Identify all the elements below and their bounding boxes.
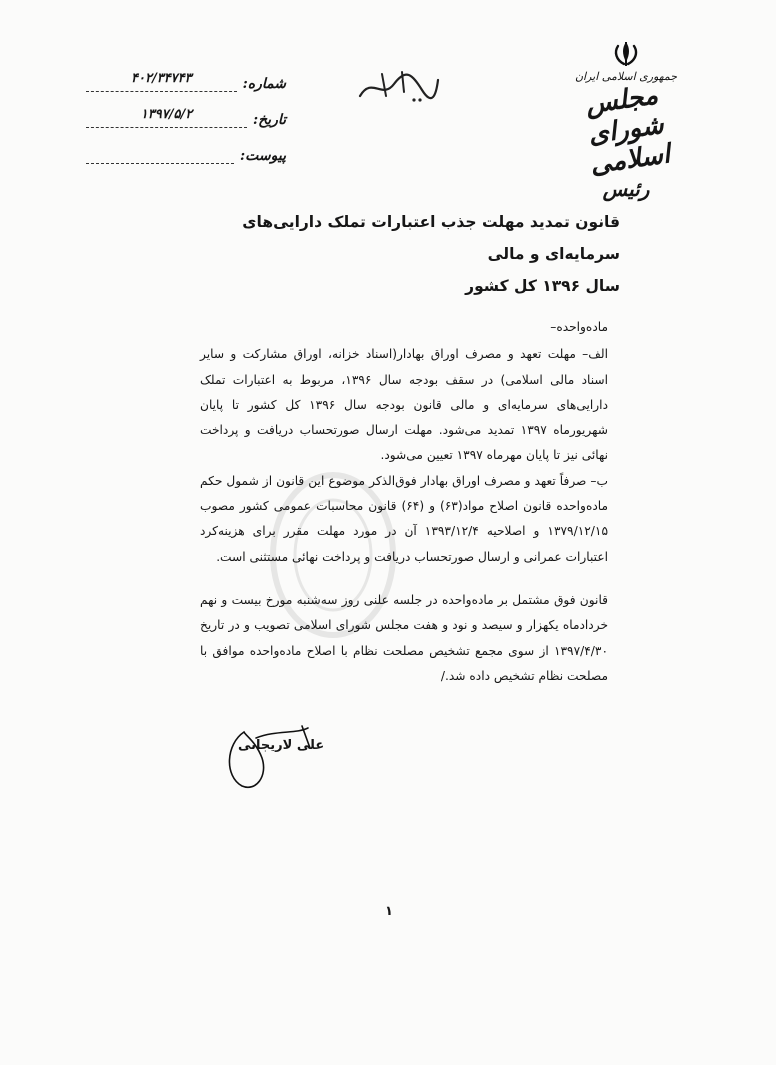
organization-role: رئیس: [602, 177, 650, 201]
republic-name: جمهوری اسلامی ایران: [574, 70, 678, 83]
clause-a: الف– مهلت تعهد و مصرف اوراق بهادار(اسناد خزانه، اوراق مشارکت و سایر اسناد مالی اسلامی) در سقف بودجه سال ۱۳۹۶، مربوط به اعتبارات تملک دارایی‌های سرمایه‌ای و مالی قانون بودجه سال ۱۳۹۶ کل کشور تا پایان شهریورماه ۱۳۹۷ تمدید می‌شود. مهلت ارسال صورتحساب دریافت و پرداخت نهائی نیز تا پایان مهرماه ۱۳۹۷ تعیین می‌شود.: [200, 347, 608, 463]
title-line-1: قانون تمدید مهلت جذب اعتبارات تملک دارایی‌های سرمایه‌ای و مالی: [242, 213, 620, 263]
organization-header: [556, 40, 696, 201]
signer-name: علی لاریجانی: [238, 738, 325, 753]
document-title: [180, 206, 620, 302]
clause-b: ب– صرفاً تعهد و مصرف اوراق بهادار فوق‌الذکر موضوع این قانون از شمول حکم ماده‌واحده قانون اصلاح مواد(۶۳) و (۶۴) قانون محاسبات عمومی کشور مصوب ۱۳۷۹/۱۲/۱۵ و اصلاحیه ۱۳۹۳/۱۲/۴ آن در مورد مهلت مقرر برای هزینه‌کرد اعتبارات عمرانی و ارسال صورتحساب دریافت و پرداخت نهائی مستثنی است.: [200, 473, 608, 564]
invocation-calligraphy: [352, 66, 442, 106]
date-label: تاریخ:: [252, 112, 286, 128]
page-number: ۱: [385, 904, 393, 919]
signature-mark: [216, 724, 326, 794]
document-body: [200, 315, 608, 689]
paragraph-spacer: [200, 570, 608, 588]
emblem-icon: [612, 40, 640, 68]
document-meta: [86, 56, 286, 164]
number-value: ۴۰۲/۳۴۷۴۳: [86, 71, 237, 92]
organization-name: مجلس شورای اسلامی: [583, 80, 672, 181]
attachment-row: [86, 128, 286, 164]
number-label: شماره:: [242, 76, 286, 92]
date-value: ۱۳۹۷/۵/۲: [86, 107, 247, 128]
closing-paragraph: قانون فوق مشتمل بر ماده‌واحده در جلسه علنی روز سه‌شنبه مورخ بیست و نهم خردادماه یکهزار و سیصد و نود و هفت مجلس شورای اسلامی تصویب و در تاریخ ۱۳۹۷/۴/۳۰ از سوی مجمع تشخیص مصلحت نظام با اصلاح ماده‌واحده موافق با مصلحت نظام تشخیص داده شد./: [200, 592, 608, 683]
title-line-2: سال ۱۳۹۶ کل کشور: [465, 277, 620, 295]
date-row: [86, 92, 286, 128]
article-heading: ماده‌واحده–: [550, 320, 608, 334]
attachment-value: [86, 143, 234, 164]
attachment-label: پیوست:: [240, 148, 286, 164]
number-row: [86, 56, 286, 92]
